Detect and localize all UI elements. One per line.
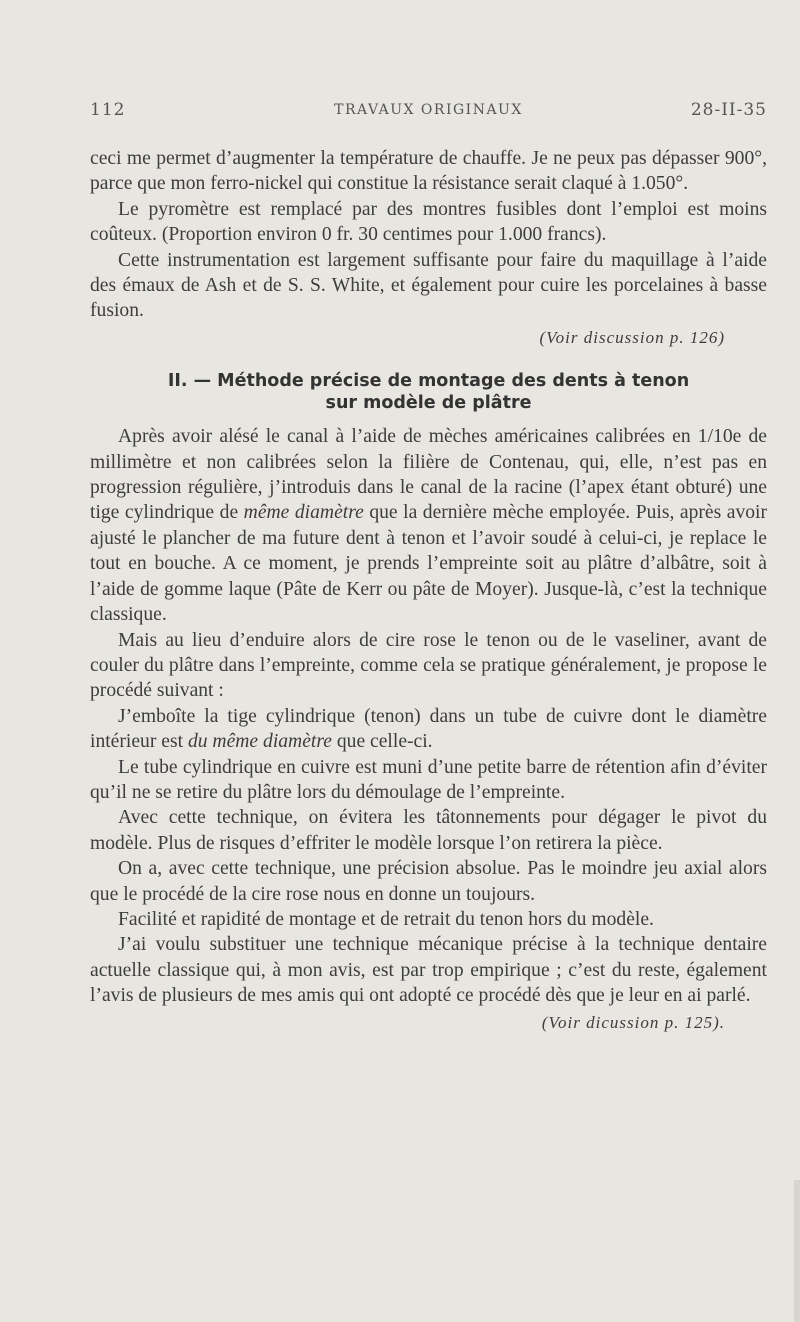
emphasis: du même diamètre — [187, 731, 332, 753]
page-number: 112 — [90, 100, 126, 120]
article-body — [90, 146, 767, 1035]
section-heading — [90, 370, 767, 414]
text-run: Après avoir alésé le canal à l’aide de mèches américaines calibrées en 1/10e de millimètre et non calibrées selon la filière de Contenau, qui, elle, n’est pas en progression régulière, j’introduis dans le canal de la racine (l’apex étant obturé) une tige cylindrique de — [90, 426, 767, 524]
paragraph: J’ai voulu substituer une technique mécanique précise à la technique dentaire actuelle classique qui, à mon avis, est par trop empirique ; c’est du reste, également l’avis de plusieurs de mes amis qui ont adopté ce procédé dès que je leur en ai parlé. — [90, 934, 767, 1007]
header-date: 28-II-35 — [690, 100, 767, 120]
paragraph: Cette instrumentation est largement suffisante pour faire du maquillage à l’aide des émaux de Ash et de S. S. White, et également pour cuire les porcelaines à basse fusion. — [90, 249, 767, 322]
running-title: TRAVAUX ORIGINAUX — [334, 102, 523, 118]
paragraph: Avec cette technique, on évitera les tâtonnements pour dégager le pivot du modèle. Plus de risques d’effriter le modèle lorsque l’on retirera la pièce. — [90, 807, 767, 854]
paragraph — [90, 704, 767, 755]
text-run: que la dernière mèche employée. Puis, après avoir ajusté le plancher de ma future dent à tenon et l’avoir soudé à celui-ci, je replace le tout en bouche. A ce moment, je prends l’empreinte soit au plâtre d’albâtre, soit à l’aide de gomme laque (Pâte de Kerr ou pâte de Moyer). Jusque-là, c’est la technique classique. — [90, 502, 768, 626]
paragraph: ceci me permet d’augmenter la température de chauffe. Je ne peux pas dépasser 900°, parce que mon ferro-nickel qui constitue la résistance serait claqué à 1.050°. — [90, 148, 767, 195]
paragraph — [90, 424, 767, 627]
discussion-reference: (Voir discussion p. 126) — [539, 327, 725, 347]
page-edge-shadow — [794, 1180, 800, 1322]
paragraph: On a, avec cette technique, une précision absolue. Pas le moindre jeu axial alors que le procédé de la cire rose nous en donne un toujours. — [90, 858, 767, 905]
section-heading-line1: II. — Méthode précise de montage des dents à tenon — [167, 371, 690, 392]
page-header — [90, 100, 767, 126]
paragraph: Mais au lieu d’enduire alors de cire rose le tenon ou de le vaseliner, avant de couler du plâtre dans l’empreinte, comme cela se pratique généralement, je propose le procédé suivant : — [90, 629, 767, 702]
paragraph: Le pyromètre est remplacé par des montres fusibles dont l’emploi est moins coûteux. (Proportion environ 0 fr. 30 centimes pour 1.000 francs). — [90, 198, 767, 246]
section-heading-line2: sur modèle de plâtre — [325, 393, 532, 414]
paragraph: Le tube cylindrique en cuivre est muni d’une petite barre de rétention afin d’éviter qu’il ne se retire du plâtre lors du démoulage de l’empreinte. — [90, 756, 767, 803]
paragraph: Facilité et rapidité de montage et de retrait du tenon hors du modèle. — [118, 908, 654, 930]
text-run: J’emboîte la tige cylindrique (tenon) dans un tube de cuivre dont le diamètre intérieur est — [90, 705, 767, 753]
text-run: que celle-ci. — [331, 731, 433, 753]
discussion-reference: (Voir dicussion p. 125). — [541, 1012, 725, 1032]
emphasis: même diamètre — [243, 502, 364, 524]
